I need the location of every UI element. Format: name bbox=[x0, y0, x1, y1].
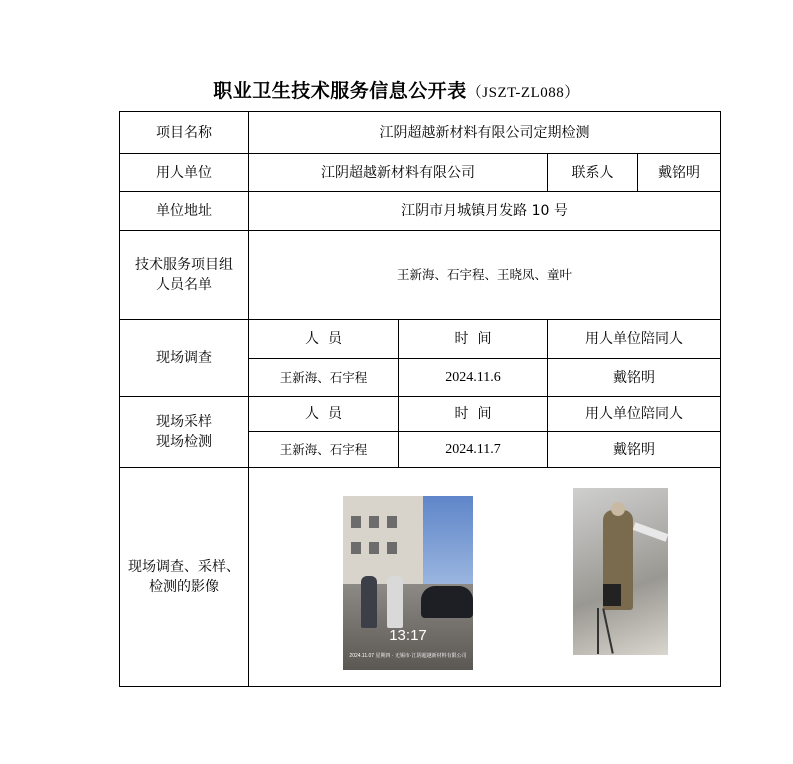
row-images bbox=[120, 468, 721, 687]
site-photo-survey bbox=[343, 496, 473, 670]
row-team bbox=[120, 231, 721, 320]
title-main: 职业卫生技术服务信息公开表 bbox=[213, 80, 467, 102]
sampling-header-time: 时 间 bbox=[399, 397, 548, 432]
address-value: 江阴市月城镇月发路 10 号 bbox=[249, 192, 721, 231]
row-address bbox=[120, 192, 721, 231]
photo-area bbox=[249, 468, 719, 686]
survey-header-personnel: 人 员 bbox=[249, 320, 399, 359]
survey-personnel: 王新海、石宇程 bbox=[249, 359, 399, 397]
team-label: 技术服务项目组人员名单 bbox=[120, 231, 249, 320]
employer-label: 用人单位 bbox=[120, 154, 249, 192]
photo-time: 13:17 bbox=[389, 627, 427, 644]
info-table bbox=[119, 111, 721, 687]
images-label: 现场调查、采样、检测的影像 bbox=[120, 468, 249, 687]
page-title bbox=[0, 76, 793, 103]
contact-label: 联系人 bbox=[548, 154, 638, 192]
sampling-header-escort: 用人单位陪同人 bbox=[548, 397, 721, 432]
row-survey-header bbox=[120, 320, 721, 359]
photo-caption: 2024.11.07 星期四 · 无锡市·江阴超越新材料有限公司 bbox=[349, 653, 467, 659]
survey-date: 2024.11.6 bbox=[399, 359, 548, 397]
project-value: 江阴超越新材料有限公司定期检测 bbox=[249, 112, 721, 154]
contact-value: 戴铭明 bbox=[638, 154, 721, 192]
sampling-header-personnel: 人 员 bbox=[249, 397, 399, 432]
sampling-personnel: 王新海、石宇程 bbox=[249, 432, 399, 468]
row-project bbox=[120, 112, 721, 154]
employer-value: 江阴超越新材料有限公司 bbox=[249, 154, 548, 192]
survey-header-time: 时 间 bbox=[399, 320, 548, 359]
address-label: 单位地址 bbox=[120, 192, 249, 231]
sampling-escort: 戴铭明 bbox=[548, 432, 721, 468]
survey-escort: 戴铭明 bbox=[548, 359, 721, 397]
survey-label: 现场调查 bbox=[120, 320, 249, 397]
project-label: 项目名称 bbox=[120, 112, 249, 154]
row-employer bbox=[120, 154, 721, 192]
sampling-label: 现场采样现场检测 bbox=[120, 397, 249, 468]
sampling-date: 2024.11.7 bbox=[399, 432, 548, 468]
site-photo-sampling bbox=[573, 488, 668, 655]
team-value: 王新海、石宇程、王晓凤、童叶 bbox=[249, 231, 721, 320]
images-cell bbox=[249, 468, 721, 687]
survey-header-escort: 用人单位陪同人 bbox=[548, 320, 721, 359]
row-sampling-header bbox=[120, 397, 721, 432]
title-code: （JSZT-ZL088） bbox=[466, 85, 580, 101]
